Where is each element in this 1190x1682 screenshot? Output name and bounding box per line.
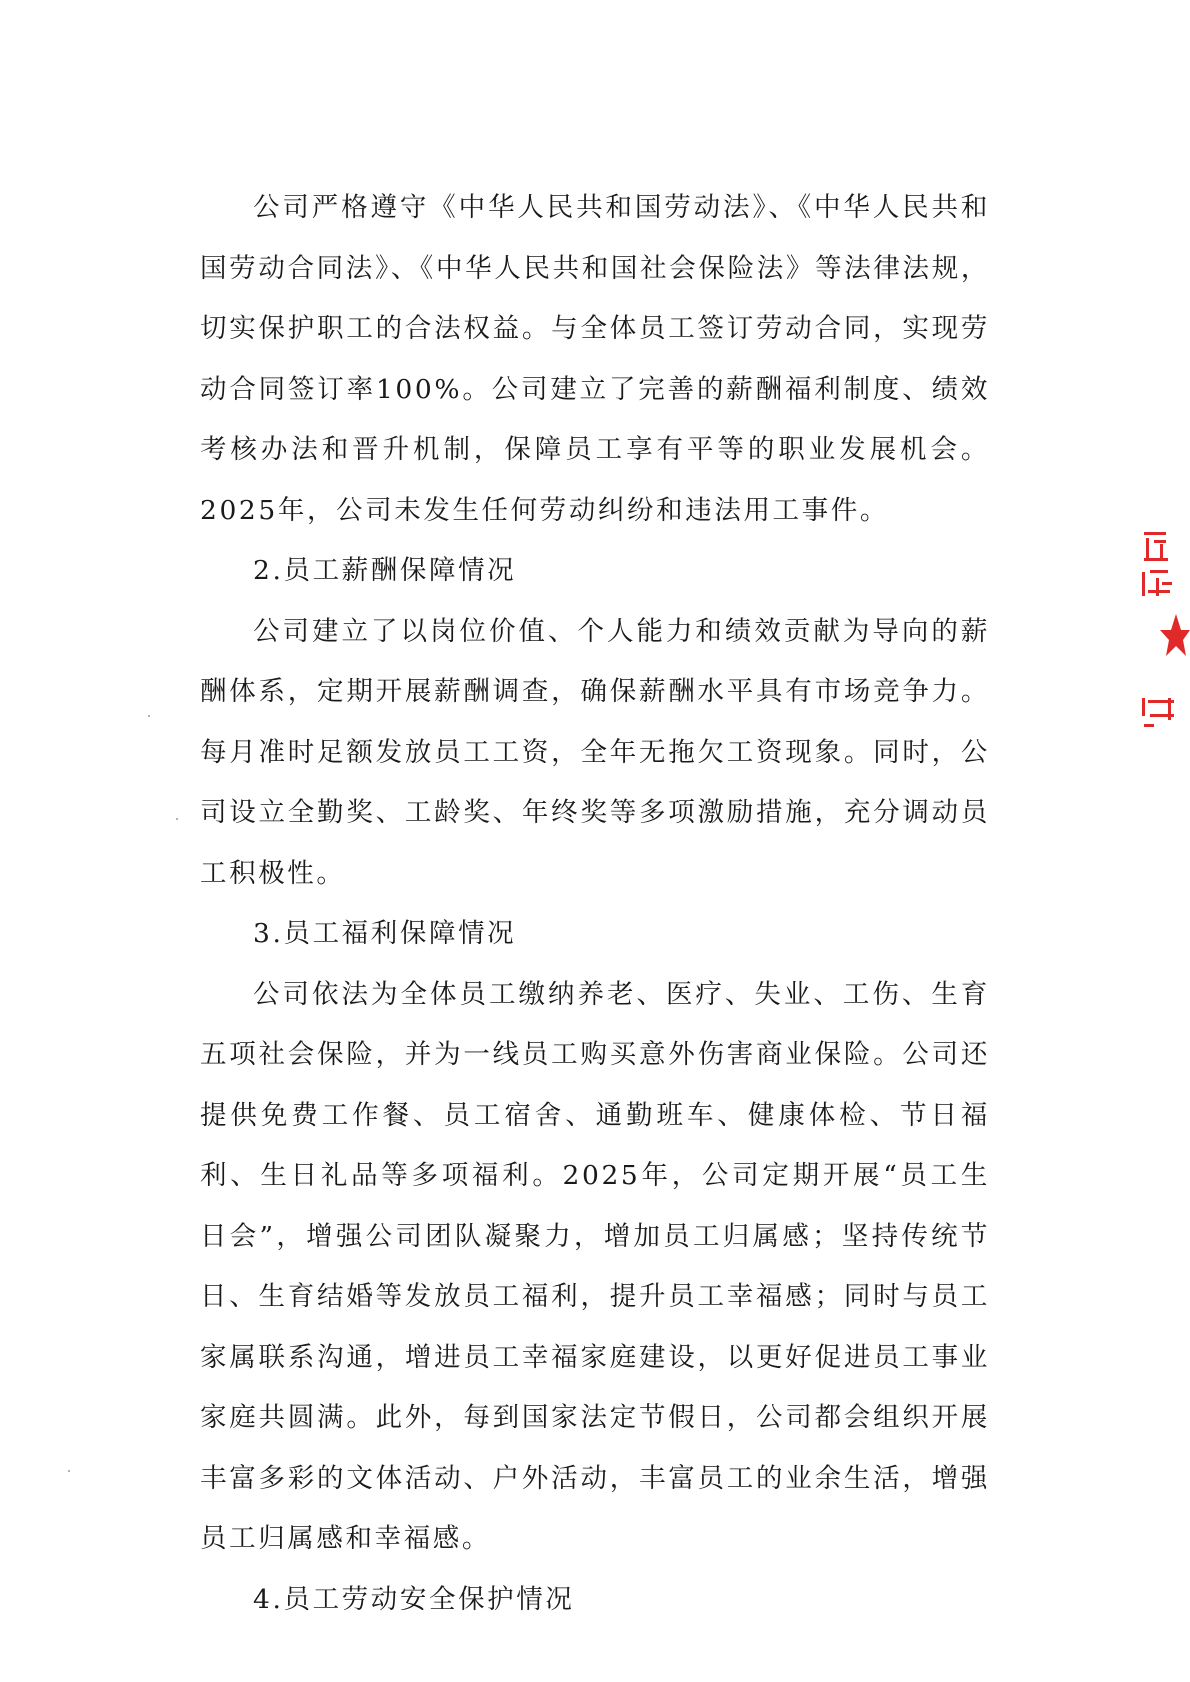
scan-speck <box>68 1470 70 1472</box>
section-heading-safety: 4.员工劳动安全保护情况 <box>253 1583 575 1615</box>
paragraph-labor-compliance: 公司严格遵守《中华人民共和国劳动法》、《中华人民共和国劳动合同法》、《中华人民共和国社会保险法》等法律法规，切实保护职工的合法权益。与全体员工签订劳动合同，实现劳动合同签订率100%。公司建立了完善的薪酬福利制度、绩效考核办法和晋升机制，保障员工享有平等的职业发展机会。2025年，公司未发生任何劳动纠纷和违法用工事件。 <box>200 192 990 526</box>
section-heading-welfare: 3.员工福利保障情况 <box>253 918 517 949</box>
company-seal-fragment <box>1136 530 1190 780</box>
document-body <box>200 178 990 1630</box>
paragraph-welfare: 公司依法为全体员工缴纳养老、医疗、失业、工伤、生育五项社会保险，并为一线员工购买意外伤害商业保险。公司还提供免费工作餐、员工宿舍、通勤班车、健康体检、节日福利、生日礼品等多项福利。2025年，公司定期开展“员工生日会”，增强公司团队凝聚力，增加员工归属感；坚持传统节日、生育结婚等发放员工福利，提升员工幸福感；同时与员工家属联系沟通，增进员工幸福家庭建设，以更好促进员工事业家庭共圆满。此外，每到国家法定节假日，公司都会组织开展丰富多彩的文体活动、户外活动，丰富员工的业余生活，增强员工归属感和幸福感。 <box>200 978 990 1554</box>
section-heading-salary: 2.员工薪酬保障情况 <box>253 555 517 586</box>
paragraph-salary: 公司建立了以岗位价值、个人能力和绩效贡献为导向的薪酬体系，定期开展薪酬调查，确保薪酬水平具有市场竞争力。每月准时足额发放员工工资，全年无拖欠工资现象。同时，公司设立全勤奖、工龄奖、年终奖等多项激励措施，充分调动员工积极性。 <box>200 615 990 889</box>
scan-speck <box>148 715 150 717</box>
seal-icon <box>1136 530 1190 780</box>
scan-speck <box>176 818 178 820</box>
